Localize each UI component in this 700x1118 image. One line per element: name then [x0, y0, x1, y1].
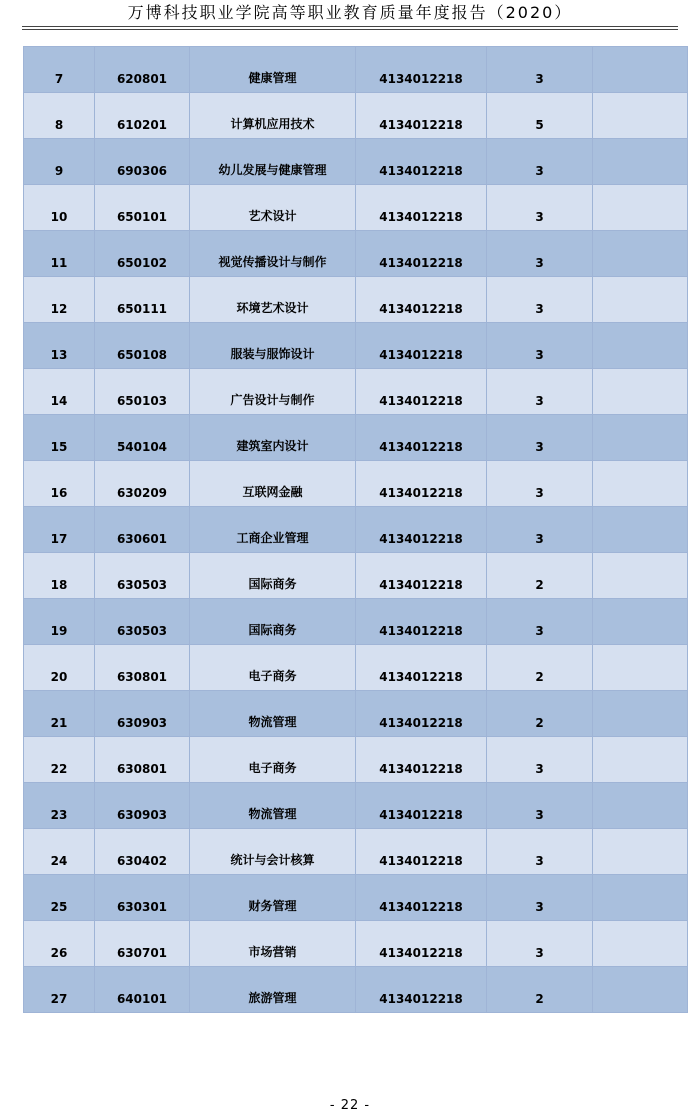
remarks-cell [593, 967, 688, 1013]
institution-code-cell: 4134012218 [356, 415, 487, 461]
remarks-cell [593, 93, 688, 139]
duration-cell: 3 [487, 139, 593, 185]
program-code-cell: 630701 [95, 921, 190, 967]
institution-code-cell: 4134012218 [356, 139, 487, 185]
program-name-cell: 物流管理 [190, 783, 356, 829]
duration-cell: 3 [487, 277, 593, 323]
program-name-cell: 幼儿发展与健康管理 [190, 139, 356, 185]
remarks-cell [593, 553, 688, 599]
table-row [24, 599, 688, 645]
institution-code-cell: 4134012218 [356, 599, 487, 645]
row-index-cell: 19 [24, 599, 95, 645]
duration-cell: 2 [487, 645, 593, 691]
remarks-cell [593, 231, 688, 277]
table-row [24, 507, 688, 553]
duration-cell: 2 [487, 691, 593, 737]
table-row [24, 47, 688, 93]
row-index-cell: 23 [24, 783, 95, 829]
program-code-cell: 650111 [95, 277, 190, 323]
duration-cell: 3 [487, 737, 593, 783]
duration-cell: 3 [487, 369, 593, 415]
table-row [24, 553, 688, 599]
row-index-cell: 9 [24, 139, 95, 185]
program-name-cell: 互联网金融 [190, 461, 356, 507]
row-index-cell: 7 [24, 47, 95, 93]
institution-code-cell: 4134012218 [356, 277, 487, 323]
institution-code-cell: 4134012218 [356, 47, 487, 93]
program-name-cell: 物流管理 [190, 691, 356, 737]
table-row [24, 691, 688, 737]
remarks-cell [593, 599, 688, 645]
program-name-cell: 国际商务 [190, 553, 356, 599]
duration-cell: 3 [487, 47, 593, 93]
program-name-cell: 广告设计与制作 [190, 369, 356, 415]
row-index-cell: 26 [24, 921, 95, 967]
remarks-cell [593, 323, 688, 369]
program-code-cell: 630209 [95, 461, 190, 507]
program-name-cell: 旅游管理 [190, 967, 356, 1013]
program-name-cell: 服装与服饰设计 [190, 323, 356, 369]
table-row [24, 737, 688, 783]
program-name-cell: 统计与会计核算 [190, 829, 356, 875]
institution-code-cell: 4134012218 [356, 829, 487, 875]
remarks-cell [593, 277, 688, 323]
duration-cell: 3 [487, 461, 593, 507]
report-header-title: 万博科技职业学院高等职业教育质量年度报告（2020） [127, 3, 573, 22]
program-name-cell: 国际商务 [190, 599, 356, 645]
duration-cell: 3 [487, 185, 593, 231]
table-row [24, 829, 688, 875]
institution-code-cell: 4134012218 [356, 921, 487, 967]
program-name-cell: 计算机应用技术 [190, 93, 356, 139]
duration-cell: 3 [487, 415, 593, 461]
program-code-cell: 650102 [95, 231, 190, 277]
program-code-cell: 630801 [95, 645, 190, 691]
institution-code-cell: 4134012218 [356, 93, 487, 139]
duration-cell: 3 [487, 507, 593, 553]
program-code-cell: 640101 [95, 967, 190, 1013]
institution-code-cell: 4134012218 [356, 553, 487, 599]
remarks-cell [593, 139, 688, 185]
duration-cell: 5 [487, 93, 593, 139]
duration-cell: 2 [487, 967, 593, 1013]
header-rule [22, 26, 678, 27]
program-code-cell: 630601 [95, 507, 190, 553]
remarks-cell [593, 415, 688, 461]
table-row [24, 231, 688, 277]
program-name-cell: 工商企业管理 [190, 507, 356, 553]
remarks-cell [593, 783, 688, 829]
table-row [24, 967, 688, 1013]
remarks-cell [593, 507, 688, 553]
program-code-cell: 690306 [95, 139, 190, 185]
row-index-cell: 16 [24, 461, 95, 507]
table-row [24, 369, 688, 415]
program-name-cell: 环境艺术设计 [190, 277, 356, 323]
remarks-cell [593, 461, 688, 507]
duration-cell: 3 [487, 783, 593, 829]
institution-code-cell: 4134012218 [356, 323, 487, 369]
institution-code-cell: 4134012218 [356, 461, 487, 507]
row-index-cell: 22 [24, 737, 95, 783]
table-row [24, 645, 688, 691]
table-row [24, 461, 688, 507]
row-index-cell: 24 [24, 829, 95, 875]
duration-cell: 3 [487, 829, 593, 875]
program-code-cell: 630903 [95, 691, 190, 737]
program-name-cell: 财务管理 [190, 875, 356, 921]
program-code-cell: 630801 [95, 737, 190, 783]
program-code-cell: 650103 [95, 369, 190, 415]
program-name-cell: 电子商务 [190, 645, 356, 691]
program-code-cell: 630301 [95, 875, 190, 921]
duration-cell: 3 [487, 921, 593, 967]
program-name-cell: 电子商务 [190, 737, 356, 783]
table-row [24, 783, 688, 829]
remarks-cell [593, 47, 688, 93]
table-row [24, 139, 688, 185]
duration-cell: 3 [487, 599, 593, 645]
table-row [24, 875, 688, 921]
institution-code-cell: 4134012218 [356, 783, 487, 829]
program-table [23, 46, 688, 1013]
program-name-cell: 市场营销 [190, 921, 356, 967]
institution-code-cell: 4134012218 [356, 967, 487, 1013]
table-row [24, 93, 688, 139]
row-index-cell: 15 [24, 415, 95, 461]
row-index-cell: 11 [24, 231, 95, 277]
institution-code-cell: 4134012218 [356, 875, 487, 921]
table-row [24, 277, 688, 323]
duration-cell: 3 [487, 875, 593, 921]
program-code-cell: 630903 [95, 783, 190, 829]
program-name-cell: 艺术设计 [190, 185, 356, 231]
institution-code-cell: 4134012218 [356, 231, 487, 277]
row-index-cell: 25 [24, 875, 95, 921]
program-name-cell: 健康管理 [190, 47, 356, 93]
institution-code-cell: 4134012218 [356, 645, 487, 691]
duration-cell: 3 [487, 323, 593, 369]
program-code-cell: 630503 [95, 599, 190, 645]
row-index-cell: 12 [24, 277, 95, 323]
row-index-cell: 10 [24, 185, 95, 231]
row-index-cell: 14 [24, 369, 95, 415]
duration-cell: 3 [487, 231, 593, 277]
program-code-cell: 620801 [95, 47, 190, 93]
row-index-cell: 21 [24, 691, 95, 737]
row-index-cell: 13 [24, 323, 95, 369]
row-index-cell: 27 [24, 967, 95, 1013]
institution-code-cell: 4134012218 [356, 737, 487, 783]
remarks-cell [593, 737, 688, 783]
program-code-cell: 610201 [95, 93, 190, 139]
remarks-cell [593, 829, 688, 875]
program-name-cell: 建筑室内设计 [190, 415, 356, 461]
remarks-cell [593, 645, 688, 691]
program-table-body [24, 47, 688, 1013]
table-row [24, 185, 688, 231]
remarks-cell [593, 185, 688, 231]
program-name-cell: 视觉传播设计与制作 [190, 231, 356, 277]
remarks-cell [593, 875, 688, 921]
page-number: - 22 - [329, 1098, 371, 1113]
table-row [24, 921, 688, 967]
remarks-cell [593, 369, 688, 415]
table-row [24, 323, 688, 369]
row-index-cell: 17 [24, 507, 95, 553]
program-code-cell: 630503 [95, 553, 190, 599]
table-row [24, 415, 688, 461]
header-rule-secondary [22, 29, 678, 30]
program-code-cell: 650108 [95, 323, 190, 369]
program-code-cell: 630402 [95, 829, 190, 875]
program-code-cell: 540104 [95, 415, 190, 461]
row-index-cell: 8 [24, 93, 95, 139]
institution-code-cell: 4134012218 [356, 369, 487, 415]
row-index-cell: 18 [24, 553, 95, 599]
remarks-cell [593, 921, 688, 967]
remarks-cell [593, 691, 688, 737]
program-code-cell: 650101 [95, 185, 190, 231]
institution-code-cell: 4134012218 [356, 185, 487, 231]
duration-cell: 2 [487, 553, 593, 599]
row-index-cell: 20 [24, 645, 95, 691]
institution-code-cell: 4134012218 [356, 691, 487, 737]
institution-code-cell: 4134012218 [356, 507, 487, 553]
